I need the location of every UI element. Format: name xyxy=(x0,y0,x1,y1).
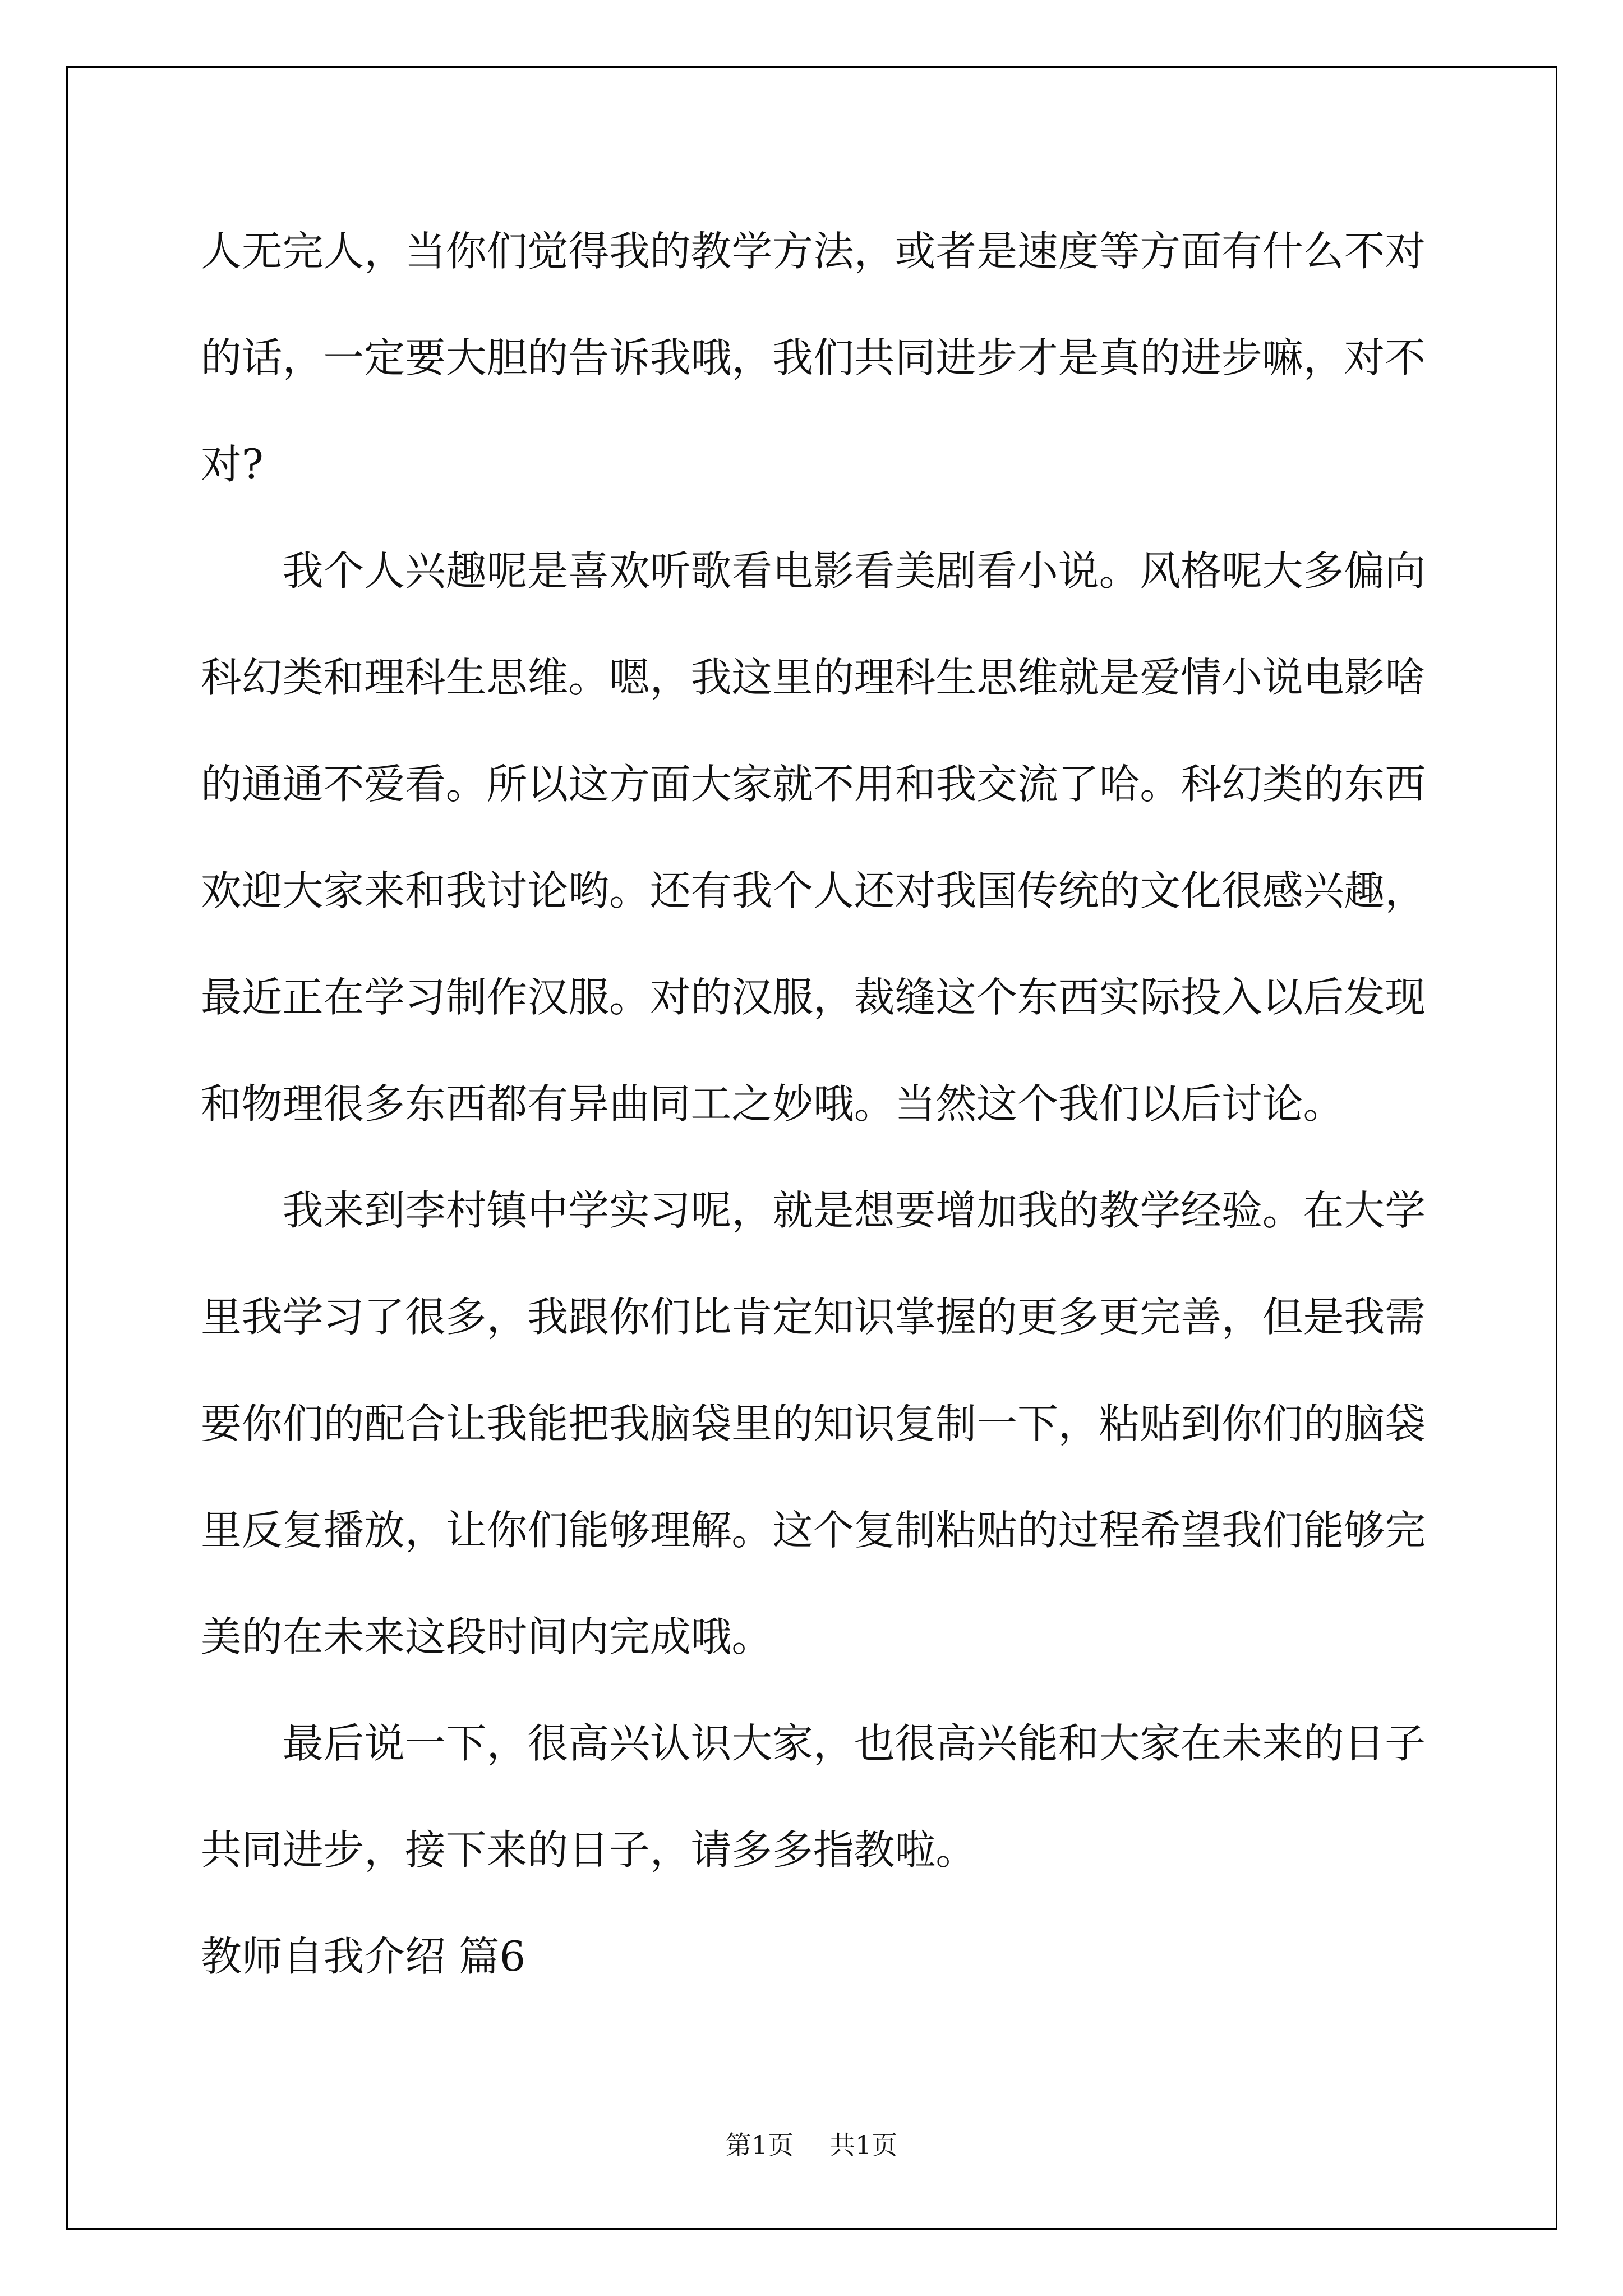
text-line: 科幻类和理科生思维。嗯，我这里的理科生思维就是爱情小说电影啥 xyxy=(201,654,1426,702)
text-line: 里反复播放，让你们能够理解。这个复制粘贴的过程希望我们能够完 xyxy=(201,1507,1426,1554)
text-line: 共同进步，接下来的日子，请多多指教啦。 xyxy=(201,1826,977,1874)
text-line: 要你们的配合让我能把我脑袋里的知识复制一下，粘贴到你们的脑袋 xyxy=(201,1400,1426,1448)
text-line: 的通通不爱看。所以这方面大家就不用和我交流了哈。科幻类的东西 xyxy=(201,761,1426,808)
text-line: 最近正在学习制作汉服。对的汉服，裁缝这个东西实际投入以后发现 xyxy=(201,974,1426,1022)
text-line: 对? xyxy=(201,441,264,489)
total-pages: 共1页 xyxy=(829,2130,898,2160)
text-line: 里我学习了很多，我跟你们比肯定知识掌握的更多更完善，但是我需 xyxy=(201,1294,1426,1341)
paragraph-2 xyxy=(201,518,1426,1158)
text-line: 我个人兴趣呢是喜欢听歌看电影看美剧看小说。风格呢大多偏向 xyxy=(282,547,1426,595)
text-line: 人无完人，当你们觉得我的教学方法，或者是速度等方面有什么不对 xyxy=(201,228,1426,275)
document-body xyxy=(201,199,1426,2010)
text-line: 美的在未来这段时间内完成哦。 xyxy=(201,1613,773,1661)
text-line: 欢迎大家来和我讨论哟。还有我个人还对我国传统的文化很感兴趣， xyxy=(201,867,1426,915)
paragraph-1 xyxy=(201,199,1426,518)
page-number: 第1页 xyxy=(725,2130,794,2160)
text-line: 最后说一下，很高兴认识大家，也很高兴能和大家在未来的日子 xyxy=(282,1720,1426,1768)
paragraph-4 xyxy=(201,1691,1426,1904)
paragraph-3 xyxy=(201,1158,1426,1691)
text-line: 我来到李村镇中学实习呢，就是想要增加我的教学经验。在大学 xyxy=(282,1187,1426,1235)
section-heading: 教师自我介绍 篇6 xyxy=(201,1933,526,1981)
text-line: 和物理很多东西都有异曲同工之妙哦。当然这个我们以后讨论。 xyxy=(201,1080,1344,1128)
text-line: 的话，一定要大胆的告诉我哦，我们共同进步才是真的进步嘛，对不 xyxy=(201,334,1426,382)
page-footer xyxy=(0,2128,1623,2162)
